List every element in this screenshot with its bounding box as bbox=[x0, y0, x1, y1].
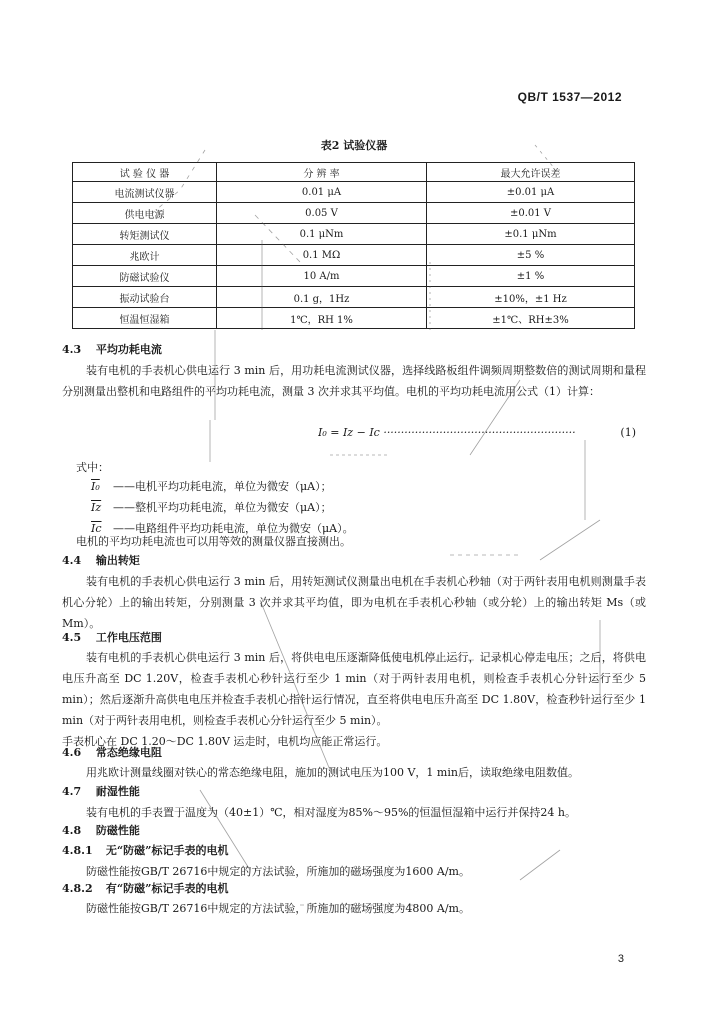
table-cell: 转矩测试仪 bbox=[73, 224, 217, 245]
table-cell: 振动试验台 bbox=[73, 287, 217, 308]
symbol-description: ——电路组件平均功耗电流，单位为微安（μA）。 bbox=[113, 522, 354, 535]
section-title: 常态绝缘电阻 bbox=[95, 746, 162, 759]
section-4-6-heading bbox=[62, 744, 646, 760]
table-cell: ±1℃、RH±3% bbox=[427, 308, 635, 329]
formula-1 bbox=[318, 426, 636, 439]
instrument-table bbox=[72, 162, 635, 329]
table-cell: 0.05 V bbox=[217, 203, 427, 224]
table-cell: 0.1 MΩ bbox=[217, 245, 427, 266]
table-cell: 0.1 μNm bbox=[217, 224, 427, 245]
section-4-7-paragraph: 装有电机的手表置于温度为（40±1）℃，相对湿度为85%～95%的恒温恒湿箱中运行并保持24 h。 bbox=[86, 806, 576, 819]
formula-number: (1) bbox=[620, 426, 636, 439]
table-cell: 电流测试仪器 bbox=[73, 182, 217, 203]
section-4-5-paragraph-2: 手表机心在 DC 1.20～DC 1.80V 运走时，电机均应能正常运行。 bbox=[62, 735, 388, 748]
section-4-8-heading bbox=[62, 822, 646, 838]
section-number: 4.3 bbox=[62, 343, 82, 356]
table-row bbox=[73, 287, 635, 308]
page-number: 3 bbox=[617, 953, 624, 965]
table-cell: ±10%，±1 Hz bbox=[427, 287, 635, 308]
section-4-8-2-heading bbox=[62, 880, 646, 896]
table-cell: 0.1 g，1Hz bbox=[217, 287, 427, 308]
symbol-definition bbox=[91, 499, 332, 515]
section-4-8-2-paragraph: 防磁性能按GB/T 26716中规定的方法试验，所施加的磁场强度为4800 A/m。 bbox=[86, 902, 470, 915]
section-title: 输出转矩 bbox=[95, 554, 140, 567]
table-row bbox=[73, 266, 635, 287]
table-row bbox=[73, 308, 635, 329]
table-cell: 0.01 μA bbox=[217, 182, 427, 203]
section-number: 4.4 bbox=[62, 554, 82, 567]
table-header-row bbox=[73, 163, 635, 182]
section-4-4-paragraph: 装有电机的手表机心供电运行 3 min 后，用转矩测试仪测量出电机在手表机心秒轴（对于两针表用电机则测量手表机心分轮）上的输出转矩，分别测量 3 次并求其平均值，即为电机在手表机心秒轴（或分轮）上的输出转矩 Ms（或 Mm）。 bbox=[62, 575, 646, 630]
section-title: 平均功耗电流 bbox=[95, 343, 162, 356]
section-4-5-heading bbox=[62, 629, 646, 645]
section-title: 有“防磁”标记手表的电机 bbox=[105, 882, 229, 895]
section-4-6-paragraph: 用兆欧计测量线圈对铁心的常态绝缘电阻，施加的测试电压为100 V，1 min后，读取绝缘电阻数值。 bbox=[86, 766, 579, 779]
section-4-8-1-heading bbox=[62, 842, 646, 858]
table-cell: ±0.1 μNm bbox=[427, 224, 635, 245]
table-row bbox=[73, 224, 635, 245]
section-4-7-heading bbox=[62, 783, 646, 799]
table-caption: 表2 试验仪器 bbox=[320, 139, 388, 152]
section-4-4-heading bbox=[62, 552, 646, 568]
column-header-max-error: 最大允许误差 bbox=[427, 163, 635, 182]
symbol-definition bbox=[91, 478, 332, 494]
section-number: 4.5 bbox=[62, 631, 82, 644]
formula-expression: I₀ = Iz − Ic ······················································· bbox=[318, 426, 576, 439]
section-number: 4.8.1 bbox=[62, 844, 93, 857]
section-number: 4.8.2 bbox=[62, 882, 93, 895]
standard-code: QB/T 1537—2012 bbox=[517, 90, 622, 104]
table-cell: ±0.01 μA bbox=[427, 182, 635, 203]
table-cell: ±5 % bbox=[427, 245, 635, 266]
section-title: 工作电压范围 bbox=[95, 631, 162, 644]
section-title: 防磁性能 bbox=[95, 824, 140, 837]
section-title: 无“防磁”标记手表的电机 bbox=[105, 844, 229, 857]
symbol: $\overline{Ic}$ bbox=[91, 522, 102, 535]
section-4-3-paragraph: 装有电机的手表机心供电运行 3 min 后，用功耗电流测试仪器，选择线路板组件调频周期整数倍的测试周期和量程分别测量出整机和电路组件的平均功耗电流，测量 3 次并求其平均值。电机的平均功耗电流用公式（1）计算： bbox=[62, 364, 646, 398]
table-cell: 供电电源 bbox=[73, 203, 217, 224]
section-number: 4.7 bbox=[62, 785, 82, 798]
table-cell: ±1 % bbox=[427, 266, 635, 287]
table-row bbox=[73, 245, 635, 266]
where-label: 式中： bbox=[76, 461, 109, 474]
column-header-instrument: 试 验 仪 器 bbox=[73, 163, 217, 182]
table-cell: 防磁试验仪 bbox=[73, 266, 217, 287]
table-cell: ±0.01 V bbox=[427, 203, 635, 224]
symbol: $\overline{Iz}$ bbox=[91, 501, 102, 514]
section-4-5-paragraph: 装有电机的手表机心供电运行 3 min 后，将供电电压逐渐降低使电机停止运行，记录机心停走电压；之后，将供电电压升高至 DC 1.20V，检查手表机心秒针运行至少 1 min（对于两针表用电机，则检查手表机心分针运行至少 5 min）；然后逐渐升高供电电压并检查手表机心指针运行情况，直至将供电电压升高至 DC 1.80V，检查秒针运行至少 1 min（对于两针表用电机，则检查手表机心分针运行至少 5 min）。 bbox=[62, 651, 646, 727]
symbol-description: ——电机平均功耗电流，单位为微安（μA）； bbox=[113, 480, 332, 493]
symbol-description: ——整机平均功耗电流，单位为微安（μA）； bbox=[113, 501, 332, 514]
symbol: I₀ bbox=[91, 480, 100, 493]
table-cell: 兆欧计 bbox=[73, 245, 217, 266]
section-number: 4.8 bbox=[62, 824, 82, 837]
section-title: 耐湿性能 bbox=[95, 785, 140, 798]
table-row bbox=[73, 182, 635, 203]
section-number: 4.6 bbox=[62, 746, 82, 759]
section-4-8-1-paragraph: 防磁性能按GB/T 26716中规定的方法试验，所施加的磁场强度为1600 A/m。 bbox=[86, 865, 470, 878]
table-cell: 恒温恒湿箱 bbox=[73, 308, 217, 329]
table-row bbox=[73, 203, 635, 224]
column-header-resolution: 分 辨 率 bbox=[217, 163, 427, 182]
section-4-3-note: 电机的平均功耗电流也可以用等效的测量仪器直接测出。 bbox=[76, 535, 351, 548]
section-4-3-heading bbox=[62, 341, 646, 357]
table-cell: 1℃，RH 1% bbox=[217, 308, 427, 329]
table-cell: 10 A/m bbox=[217, 266, 427, 287]
